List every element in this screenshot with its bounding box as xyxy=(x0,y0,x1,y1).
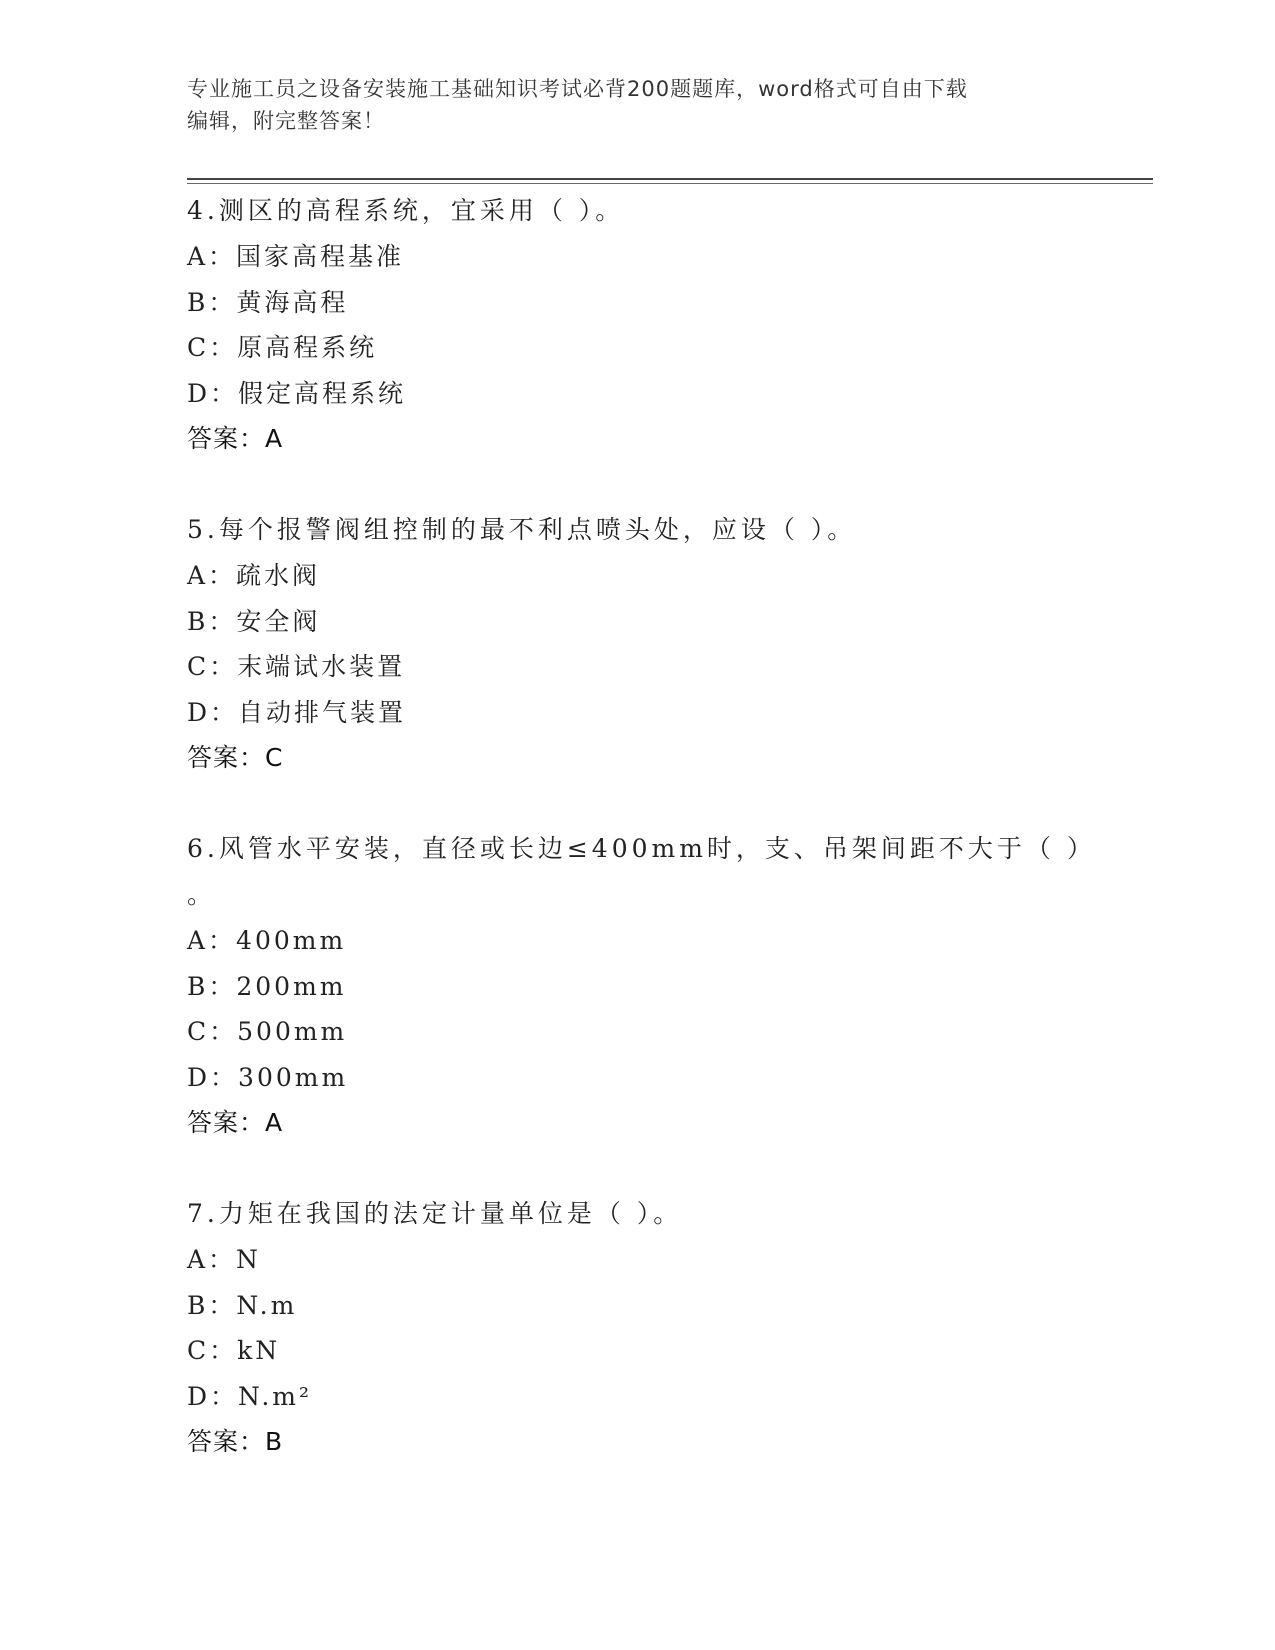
header-line-1: 专业施工员之设备安装施工基础知识考试必背200题题库，word格式可自由下载 xyxy=(187,77,968,101)
question-text: 7.力矩在我国的法定计量单位是（ ）。 xyxy=(187,1199,683,1228)
question-item xyxy=(187,507,1087,780)
option-c: C：末端试水装置 xyxy=(187,652,406,681)
question-text: 6.风管水平安装，直径或长边≤400mm时，支、吊架间距不大于（ ） xyxy=(187,834,1096,863)
option-a: A：国家高程基准 xyxy=(187,242,405,271)
option-d: D：自动排气装置 xyxy=(187,697,407,727)
answer-line: 答案：B xyxy=(187,1427,284,1456)
option-d: D：假定高程系统 xyxy=(187,378,407,408)
document-header xyxy=(187,73,1067,137)
option-c: C：500mm xyxy=(187,1017,348,1046)
header-line-2: 编辑，附完整答案！ xyxy=(187,109,385,133)
question-text-continuation: 。 xyxy=(187,880,213,909)
option-c: C：原高程系统 xyxy=(187,333,378,362)
answer-line: 答案：A xyxy=(187,1108,284,1137)
question-item xyxy=(187,1191,1087,1464)
question-text: 5.每个报警阀组控制的最不利点喷头处，应设（ ）。 xyxy=(187,515,857,544)
option-d: D：300mm xyxy=(187,1062,349,1092)
answer-line: 答案：C xyxy=(187,743,284,772)
question-text: 4.测区的高程系统，宜采用（ ）。 xyxy=(187,196,625,225)
option-d: D：N.m² xyxy=(187,1381,312,1411)
option-b: B：黄海高程 xyxy=(187,287,349,317)
option-b: B：N.m xyxy=(187,1290,298,1320)
option-a: A：疏水阀 xyxy=(187,561,321,590)
header-divider-thin xyxy=(187,183,1153,184)
answer-line: 答案：A xyxy=(187,424,284,453)
question-list xyxy=(187,188,1096,1510)
option-c: C：kN xyxy=(187,1336,281,1365)
header-divider-thick xyxy=(187,178,1153,180)
option-a: A：N xyxy=(187,1245,261,1274)
question-item xyxy=(187,826,1096,1145)
option-b: B：200mm xyxy=(187,971,347,1001)
option-a: A：400mm xyxy=(187,926,347,955)
option-b: B：安全阀 xyxy=(187,606,321,636)
question-item xyxy=(187,188,1087,461)
